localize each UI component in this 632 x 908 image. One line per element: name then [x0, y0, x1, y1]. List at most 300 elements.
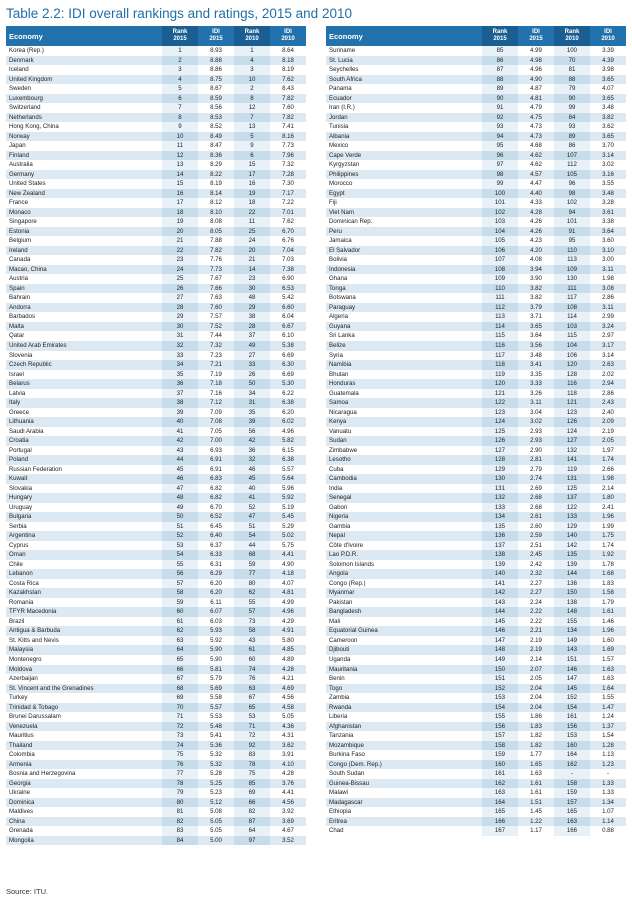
rank-2015-cell: 49: [162, 503, 198, 513]
economy-cell: Turkey: [9, 694, 28, 702]
idi-2015-cell: 1.86: [530, 713, 542, 721]
rank-2010-cell: 121: [554, 398, 590, 408]
economy-cell: Burkina Faso: [329, 751, 365, 759]
idi-2010-cell: 7.22: [282, 199, 294, 207]
idi-2010-cell: 1.14: [602, 817, 614, 825]
idi-2015-cell: 5.32: [210, 751, 222, 759]
rank-2015-cell: 100: [482, 189, 518, 199]
table-body: [6, 46, 306, 845]
idi-2015-cell: 2.32: [530, 570, 542, 578]
economy-cell: Czech Republic: [9, 361, 52, 369]
idi-2015-cell: 8.36: [210, 151, 222, 159]
economy-cell: Iceland: [9, 66, 29, 74]
idi-2015-cell: 2.04: [530, 703, 542, 711]
table-row: [326, 503, 626, 513]
rank-2010-cell: 70: [554, 56, 590, 66]
idi-2015-cell: 4.79: [530, 104, 542, 112]
table-row: [6, 227, 306, 237]
table-row: [326, 446, 626, 456]
rank-2010-cell: 85: [234, 779, 270, 789]
idi-2015-cell: 4.87: [530, 85, 542, 93]
idi-2015-cell: 4.20: [530, 246, 542, 254]
idi-2010-cell: 8.43: [282, 85, 294, 93]
rank-2010-cell: 44: [234, 541, 270, 551]
idi-2010-cell: 8.16: [282, 132, 294, 140]
economy-cell: Chile: [9, 560, 23, 568]
table-row: [6, 408, 306, 418]
rank-2010-cell: 155: [554, 617, 590, 627]
economy-cell: Mauritania: [329, 665, 358, 673]
idi-2015-cell: 8.86: [210, 66, 222, 74]
idi-2015-cell: 3.79: [530, 303, 542, 311]
rank-2010-cell: 18: [234, 198, 270, 208]
economy-cell: Mongolia: [9, 836, 34, 844]
rank-2015-cell: 57: [162, 579, 198, 589]
table-row: [6, 255, 306, 265]
idi-2015-cell: 2.69: [530, 484, 542, 492]
idi-2015-cell: 7.19: [210, 370, 222, 378]
idi-2010-cell: 1.75: [602, 532, 614, 540]
idi-2010-cell: 1.74: [602, 541, 614, 549]
idi-2015-cell: 5.79: [210, 675, 222, 683]
rank-2010-cell: 134: [554, 626, 590, 636]
economy-cell: Cape Verde: [329, 151, 362, 159]
table-row: [326, 84, 626, 94]
table-row: [6, 246, 306, 256]
economy-cell: Kuwait: [9, 475, 28, 483]
economy-cell: Syria: [329, 351, 343, 359]
rank-2010-cell: 157: [554, 798, 590, 808]
rank-2015-cell: 103: [482, 217, 518, 227]
idi-2015-cell: 4.23: [530, 237, 542, 245]
economy-cell: El Salvador: [329, 246, 361, 254]
economy-cell: Ireland: [9, 246, 28, 254]
economy-cell: St. Vincent and the Grenadines: [9, 684, 94, 692]
rank-2015-cell: 32: [162, 341, 198, 351]
economy-cell: Hungary: [9, 494, 33, 502]
idi-2010-cell: 1.96: [602, 627, 614, 635]
table-title: Table 2.2: IDI overall rankings and ratings, 2015 and 2010: [6, 6, 352, 21]
economy-cell: Japan: [9, 142, 26, 150]
rank-2010-cell: 40: [234, 484, 270, 494]
idi-2015-cell: 4.57: [530, 170, 542, 178]
rank-2015-cell: 92: [482, 113, 518, 123]
rank-2010-cell: 120: [554, 360, 590, 370]
rank-2015-cell: 62: [162, 626, 198, 636]
economy-cell: TFYR Macedonia: [9, 608, 57, 616]
idi-2010-cell: 1.69: [602, 646, 614, 654]
header-rank-2015: Rank 2015: [162, 26, 198, 46]
idi-2015-cell: 3.02: [530, 418, 542, 426]
rank-2015-cell: 111: [482, 293, 518, 303]
rank-2010-cell: 25: [234, 227, 270, 237]
rank-2010-cell: 19: [234, 189, 270, 199]
idi-2010-cell: 4.69: [282, 684, 294, 692]
rank-2015-cell: 123: [482, 408, 518, 418]
idi-2010-cell: 7.73: [282, 142, 294, 150]
economy-cell: Gambia: [329, 522, 351, 530]
table-row: [6, 141, 306, 151]
idi-2015-cell: 1.63: [530, 770, 542, 778]
rank-2015-cell: 158: [482, 741, 518, 751]
idi-2015-cell: 4.40: [530, 189, 542, 197]
table-row: [326, 113, 626, 123]
table-row: [326, 389, 626, 399]
idi-2015-cell: 4.75: [530, 113, 542, 121]
idi-2010-cell: 7.62: [282, 75, 294, 83]
rank-2015-cell: 141: [482, 579, 518, 589]
rank-2010-cell: 137: [554, 493, 590, 503]
economy-cell: Rwanda: [329, 703, 352, 711]
idi-2010-cell: 8.64: [282, 47, 294, 54]
idi-2010-cell: 3.38: [602, 218, 614, 226]
table-row: [326, 122, 626, 132]
rank-2010-cell: 59: [234, 560, 270, 570]
idi-2015-cell: 3.41: [530, 361, 542, 369]
rank-2015-cell: 56: [162, 569, 198, 579]
rank-2010-cell: 55: [234, 598, 270, 608]
idi-2010-cell: 4.56: [282, 694, 294, 702]
idi-2015-cell: 4.62: [530, 151, 542, 159]
rank-2010-cell: 46: [234, 465, 270, 475]
idi-2010-cell: 2.41: [602, 503, 614, 511]
economy-cell: Montenegro: [9, 656, 42, 663]
idi-2015-cell: 6.91: [210, 465, 222, 473]
idi-2015-cell: 6.29: [210, 570, 222, 578]
rank-2015-cell: 106: [482, 246, 518, 256]
idi-2015-cell: 4.98: [530, 56, 542, 64]
rank-2015-cell: 162: [482, 779, 518, 789]
rank-2010-cell: 57: [234, 607, 270, 617]
idi-2015-cell: 1.51: [530, 798, 542, 806]
rank-2015-cell: 130: [482, 474, 518, 484]
table-row: [6, 160, 306, 170]
idi-2010-cell: 2.97: [602, 332, 614, 340]
economy-cell: Côte d'Ivoire: [329, 541, 364, 549]
economy-cell: St. Lucia: [329, 56, 353, 64]
economy-cell: Togo: [329, 684, 343, 692]
table-row: [6, 436, 306, 446]
rank-2015-cell: 23: [162, 255, 198, 265]
economy-cell: Qatar: [9, 332, 25, 340]
rank-2010-cell: 149: [554, 636, 590, 646]
rank-2010-cell: 159: [554, 788, 590, 798]
rank-2010-cell: 117: [554, 293, 590, 303]
idi-2015-cell: 4.96: [530, 66, 542, 74]
economy-cell: Peru: [329, 227, 342, 235]
idi-2010-cell: 7.82: [282, 94, 294, 102]
idi-2010-cell: 7.41: [282, 123, 294, 131]
idi-2015-cell: 6.91: [210, 456, 222, 464]
idi-2010-cell: 1.96: [602, 513, 614, 521]
rank-2015-cell: 18: [162, 208, 198, 218]
rank-2010-cell: 75: [234, 769, 270, 779]
economy-cell: Fiji: [329, 199, 337, 207]
idi-2010-cell: 7.62: [282, 218, 294, 226]
table-row: [6, 341, 306, 351]
idi-2015-cell: 3.33: [530, 380, 542, 388]
idi-2015-cell: 2.79: [530, 465, 542, 473]
table-row: [326, 655, 626, 665]
idi-2010-cell: 6.02: [282, 418, 294, 426]
rank-2010-cell: 15: [234, 160, 270, 170]
rank-2015-cell: 63: [162, 636, 198, 646]
economy-cell: Monaco: [9, 208, 31, 216]
rank-2010-cell: 105: [554, 170, 590, 180]
rank-2015-cell: 78: [162, 779, 198, 789]
rank-2010-cell: 8: [234, 94, 270, 104]
table-row: [326, 798, 626, 808]
rank-2010-cell: 152: [554, 693, 590, 703]
idi-2015-cell: 7.08: [210, 418, 222, 426]
idi-2010-cell: 2.66: [602, 465, 614, 473]
idi-2015-cell: 1.17: [530, 827, 542, 835]
rank-2010-cell: 89: [554, 132, 590, 142]
table-header: [6, 26, 306, 46]
rank-2010-cell: 5: [234, 132, 270, 142]
economy-cell: Angola: [329, 570, 348, 578]
idi-2010-cell: 3.28: [602, 199, 614, 207]
table-row: [326, 303, 626, 313]
idi-2010-cell: 7.96: [282, 151, 294, 159]
table-row: [326, 750, 626, 760]
idi-2015-cell: 2.27: [530, 579, 542, 587]
idi-2015-cell: 2.45: [530, 551, 542, 559]
economy-cell: Andorra: [9, 303, 31, 311]
table-body: [326, 46, 626, 836]
idi-2015-cell: 5.81: [210, 665, 222, 673]
table-row: [326, 788, 626, 798]
rank-2015-cell: 51: [162, 522, 198, 532]
table-row: [326, 741, 626, 751]
idi-2010-cell: 1.78: [602, 560, 614, 568]
rank-2010-cell: 1: [234, 46, 270, 56]
idi-2015-cell: 5.41: [210, 732, 222, 740]
idi-2010-cell: 4.10: [282, 760, 294, 768]
idi-2015-cell: 2.59: [530, 532, 542, 540]
economy-cell: Tonga: [329, 284, 346, 292]
economy-cell: France: [9, 199, 28, 207]
rank-2010-cell: 45: [234, 474, 270, 484]
economy-cell: Brazil: [9, 617, 25, 625]
economy-cell: Sri Lanka: [329, 332, 355, 340]
rank-2015-cell: 35: [162, 370, 198, 380]
rank-2015-cell: 160: [482, 760, 518, 770]
rank-2010-cell: 30: [234, 284, 270, 294]
idi-2015-cell: 6.37: [210, 541, 222, 549]
idi-2010-cell: 5.19: [282, 503, 294, 511]
rank-2015-cell: 113: [482, 312, 518, 322]
idi-2010-cell: 3.48: [602, 104, 614, 112]
idi-2010-cell: 6.60: [282, 303, 294, 311]
idi-2010-cell: 3.10: [602, 246, 614, 254]
rank-2015-cell: 9: [162, 122, 198, 132]
table-row: [6, 113, 306, 123]
rank-2010-cell: 32: [234, 455, 270, 465]
economy-cell: Sudan: [329, 437, 347, 445]
rank-2015-cell: 19: [162, 217, 198, 227]
table-row: [6, 351, 306, 361]
rank-2015-cell: 96: [482, 151, 518, 161]
idi-2015-cell: 8.29: [210, 161, 222, 169]
rank-2015-cell: 30: [162, 322, 198, 332]
table-row: [6, 265, 306, 275]
idi-2015-cell: 5.93: [210, 627, 222, 635]
idi-2010-cell: 4.28: [282, 770, 294, 778]
rank-2015-cell: 73: [162, 731, 198, 741]
rank-2015-cell: 17: [162, 198, 198, 208]
idi-2010-cell: 1.68: [602, 570, 614, 578]
economy-cell: Korea (Rep.): [9, 47, 44, 54]
rank-2015-cell: 102: [482, 208, 518, 218]
rank-2010-cell: 148: [554, 607, 590, 617]
table-row: [326, 588, 626, 598]
rank-2015-cell: 65: [162, 655, 198, 665]
table-row: [326, 617, 626, 627]
rank-2010-cell: 153: [554, 731, 590, 741]
idi-2010-cell: 7.03: [282, 256, 294, 264]
table-row: [326, 132, 626, 142]
rank-2010-cell: 132: [554, 446, 590, 456]
idi-2015-cell: 4.81: [530, 94, 542, 102]
idi-2015-cell: 7.05: [210, 427, 222, 435]
rank-2015-cell: 52: [162, 531, 198, 541]
rank-2015-cell: 91: [482, 103, 518, 113]
rank-2015-cell: 94: [482, 132, 518, 142]
idi-2015-cell: 7.12: [210, 399, 222, 407]
rank-2015-cell: 156: [482, 722, 518, 732]
rank-2010-cell: 108: [554, 303, 590, 313]
rank-2010-cell: 119: [554, 465, 590, 475]
table-row: [326, 465, 626, 475]
economy-cell: Equatorial Guinea: [329, 627, 378, 635]
idi-2015-cell: 7.57: [210, 313, 222, 321]
idi-2010-cell: 4.56: [282, 798, 294, 806]
header-rank-2010: Rank 2010: [234, 26, 270, 46]
rank-2015-cell: 81: [162, 807, 198, 817]
idi-2015-cell: 2.90: [530, 446, 542, 454]
table-row: [326, 379, 626, 389]
economy-cell: United States: [9, 180, 46, 188]
idi-2010-cell: 2.86: [602, 294, 614, 302]
idi-2010-cell: 3.92: [282, 808, 294, 816]
rank-2015-cell: 164: [482, 798, 518, 808]
table-row: [326, 360, 626, 370]
idi-2015-cell: 7.63: [210, 294, 222, 302]
rank-2015-cell: 145: [482, 617, 518, 627]
table-row: [326, 160, 626, 170]
economy-cell: Mali: [329, 617, 341, 625]
idi-2010-cell: 6.04: [282, 313, 294, 321]
idi-2010-cell: 4.29: [282, 617, 294, 625]
economy-cell: Zambia: [329, 694, 350, 702]
idi-2015-cell: 8.75: [210, 75, 222, 83]
rank-2010-cell: 165: [554, 807, 590, 817]
table-row: [326, 817, 626, 827]
economy-cell: Serbia: [9, 522, 27, 530]
idi-2010-cell: 1.33: [602, 779, 614, 787]
table-row: [326, 712, 626, 722]
economy-cell: Azerbaijan: [9, 675, 38, 683]
rank-2015-cell: 6: [162, 94, 198, 104]
idi-2010-cell: 5.96: [282, 484, 294, 492]
idi-2010-cell: 8.18: [282, 56, 294, 64]
rank-2010-cell: 72: [234, 731, 270, 741]
economy-cell: Cuba: [329, 465, 344, 473]
rank-2015-cell: 42: [162, 436, 198, 446]
idi-2015-cell: 6.45: [210, 522, 222, 530]
rank-2010-cell: 14: [234, 265, 270, 275]
rank-2010-cell: 84: [554, 113, 590, 123]
rank-2015-cell: 146: [482, 626, 518, 636]
rank-2010-cell: 42: [234, 436, 270, 446]
rank-2015-cell: 10: [162, 132, 198, 142]
rank-2015-cell: 161: [482, 769, 518, 779]
economy-cell: Lithuania: [9, 418, 34, 426]
idi-2015-cell: 5.12: [210, 798, 222, 806]
economy-cell: Honduras: [329, 380, 356, 388]
rank-2015-cell: 44: [162, 455, 198, 465]
economy-cell: Spain: [9, 284, 25, 292]
idi-2015-cell: 2.22: [530, 608, 542, 616]
rank-2010-cell: 24: [234, 236, 270, 246]
rank-2015-cell: 2: [162, 56, 198, 66]
rank-2015-cell: 33: [162, 351, 198, 361]
rank-2010-cell: 22: [234, 208, 270, 218]
rank-2010-cell: 145: [554, 684, 590, 694]
idi-2010-cell: 4.99: [282, 598, 294, 606]
header-idi-2015: IDI 2015: [529, 29, 543, 42]
rank-2015-cell: 67: [162, 674, 198, 684]
idi-2015-cell: 2.14: [530, 656, 542, 663]
rank-2010-cell: 7: [234, 113, 270, 123]
header-idi-2010: IDI 2010: [281, 29, 295, 42]
economy-cell: Malta: [9, 322, 24, 330]
rank-2015-cell: 101: [482, 198, 518, 208]
table-row: [326, 274, 626, 284]
table-row: [6, 712, 306, 722]
rank-2010-cell: 129: [554, 522, 590, 532]
idi-2015-cell: 4.28: [530, 208, 542, 216]
rank-2015-cell: 59: [162, 598, 198, 608]
idi-2015-cell: 8.49: [210, 132, 222, 140]
idi-2015-cell: 7.52: [210, 322, 222, 330]
idi-2010-cell: 3.61: [602, 208, 614, 216]
economy-cell: Hong Kong, China: [9, 123, 59, 131]
idi-2010-cell: 2.40: [602, 408, 614, 416]
table-row: [326, 75, 626, 85]
rank-2010-cell: 97: [234, 836, 270, 846]
economy-cell: Norway: [9, 132, 30, 140]
idi-2010-cell: 6.67: [282, 322, 294, 330]
idi-2015-cell: 6.93: [210, 446, 222, 454]
table-row: [326, 550, 626, 560]
rank-2015-cell: 95: [482, 141, 518, 151]
idi-2010-cell: 3.91: [282, 751, 294, 759]
economy-cell: Nigeria: [329, 513, 349, 521]
idi-2010-cell: 0.88: [602, 827, 614, 835]
idi-2015-cell: 5.28: [210, 770, 222, 778]
idi-2015-cell: 1.61: [530, 779, 542, 787]
idi-2015-cell: 1.22: [530, 817, 542, 825]
rank-2015-cell: 107: [482, 255, 518, 265]
idi-2010-cell: 5.75: [282, 541, 294, 549]
idi-2015-cell: 5.92: [210, 636, 222, 644]
economy-cell: Chad: [329, 827, 344, 835]
rank-2010-cell: 80: [234, 579, 270, 589]
economy-cell: South Sudan: [329, 770, 365, 778]
rank-2010-cell: 79: [554, 84, 590, 94]
